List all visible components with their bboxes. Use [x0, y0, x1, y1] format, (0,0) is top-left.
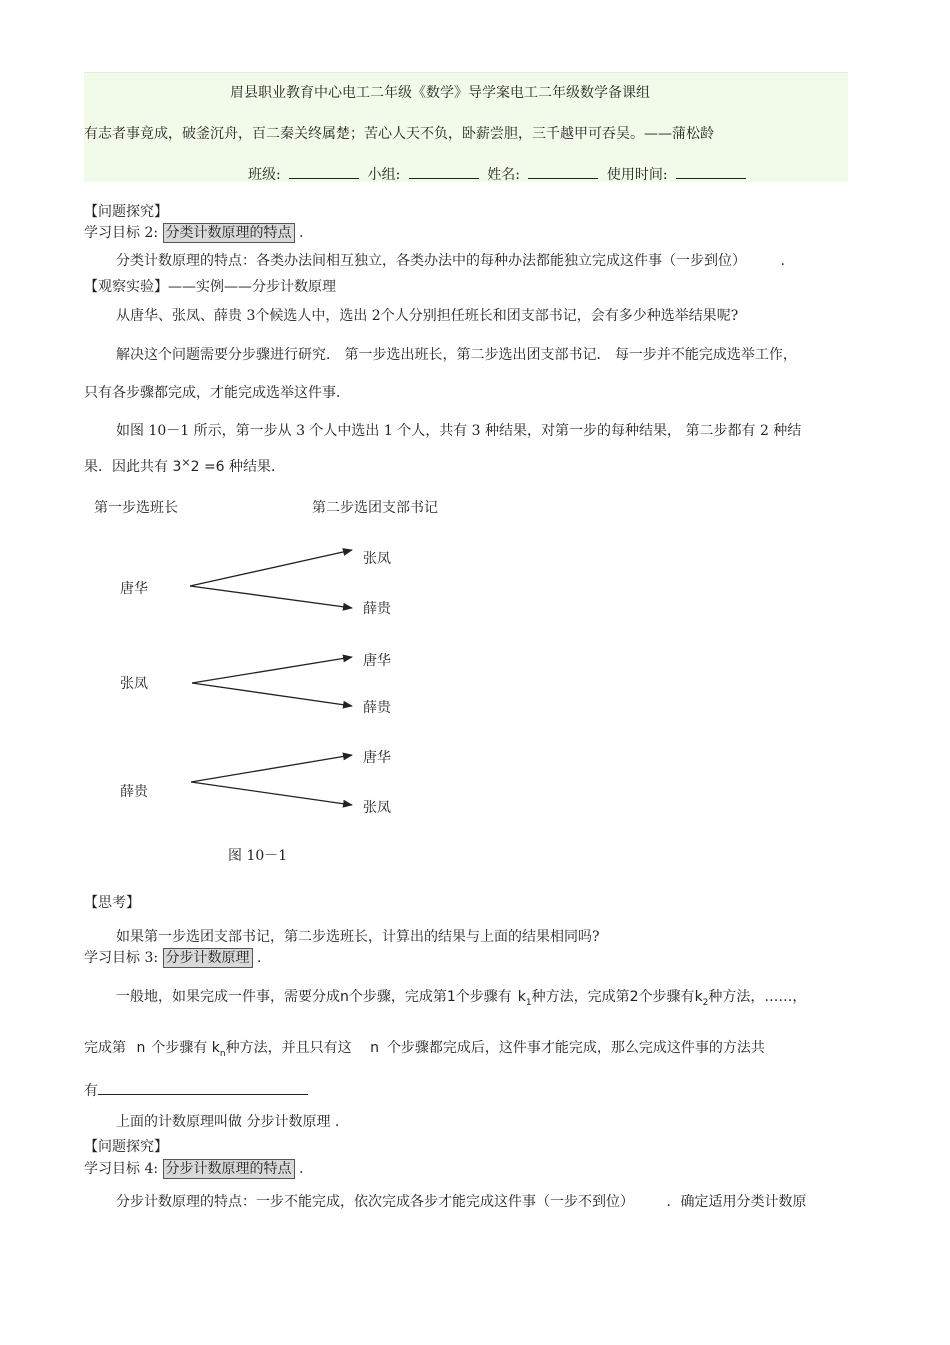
section-heading-think: 【思考】	[84, 895, 140, 911]
goal-2-box: 分类计数原理的特点	[163, 223, 295, 243]
tree-diagram	[0, 490, 520, 870]
tree-branch-1a	[190, 550, 352, 586]
group-field[interactable]	[409, 166, 479, 179]
tree-branch-3a	[191, 755, 352, 782]
goal-3-box: 分步计数原理	[163, 948, 253, 968]
solution-line-2: 只有各步骤都完成，才能完成选举这件事．	[84, 385, 350, 401]
var-k2: k	[694, 989, 703, 1005]
tree-col2-label: 第二步选团支部书记	[312, 500, 438, 516]
tree-branch-1b	[190, 586, 352, 608]
principle-name-text: 上面的计数原理叫做 分步计数原理	[116, 1114, 331, 1130]
figure-caption: 图 10－1	[228, 848, 288, 864]
tree-leaf-3b: 张凤	[363, 800, 391, 816]
total-prefix: 果．因此共有	[84, 459, 168, 475]
goal-4-box: 分步计数原理的特点	[163, 1159, 295, 1179]
tree-branch-2b	[192, 683, 352, 706]
think-question: 如果第一步选团支部书记，第二步选班长，计算出的结果与上面的结果相同吗?	[116, 929, 600, 945]
goal-2-period: .	[298, 225, 304, 241]
principle-line-1	[116, 986, 806, 1008]
goal-4-label: 学习目标 4:	[84, 1161, 159, 1177]
num-1: 1	[446, 989, 456, 1005]
principle-text-h: 个步骤有	[151, 1040, 208, 1056]
principle-name-period: .	[334, 1114, 340, 1130]
answer-blank[interactable]	[98, 1082, 308, 1095]
goal-3-period: .	[256, 950, 262, 966]
classified-feature	[116, 250, 785, 270]
doc-title: 眉县职业教育中心电工二年级《数学》导学案电工二年级数学备课组	[230, 85, 650, 101]
tree-root-3: 薛贵	[120, 784, 148, 800]
stepwise-feature	[116, 1191, 806, 1211]
principle-text-i: 种方法，并且只有这	[225, 1040, 352, 1056]
time-label: 使用时间:	[606, 167, 668, 183]
tree-leaf-1a: 张凤	[363, 551, 391, 567]
class-label: 班级:	[248, 167, 281, 183]
tree-root-2: 张凤	[120, 676, 148, 692]
answer-line	[84, 1080, 308, 1100]
tree-branch-3b	[191, 782, 352, 805]
section-heading-observe: 【观察实验】——实例——分步计数原理	[84, 279, 336, 295]
goal-4-line	[84, 1158, 303, 1179]
goal-3-label: 学习目标 3:	[84, 950, 159, 966]
tree-leaf-2b: 薛贵	[363, 700, 391, 716]
tree-leaf-2a: 唐华	[363, 653, 391, 669]
time-field[interactable]	[676, 166, 746, 179]
group-label: 小组:	[367, 167, 401, 183]
tree-leaf-1b: 薛贵	[363, 601, 391, 617]
principle-text-f: 种方法，……，	[708, 989, 807, 1005]
class-field[interactable]	[289, 166, 359, 179]
principle-text-a: 一般地，如果完成一件事，需要分成	[116, 989, 340, 1005]
classified-feature-period: .	[780, 253, 785, 269]
figure-explain-line-2	[84, 456, 285, 476]
tree-root-1: 唐华	[120, 581, 148, 597]
goal-2-label: 学习目标 2:	[84, 225, 159, 241]
tree-branch-2a	[192, 657, 352, 683]
sub-1: 1	[525, 997, 532, 1008]
goal-2-line	[84, 222, 303, 243]
var-n-3: n	[370, 1040, 379, 1056]
example-paragraph: 从唐华、张凤、薛贵 3个候选人中，选出 2个人分别担任班长和团支部书记，会有多少种选举结果呢?	[116, 308, 739, 324]
num-2: 2	[629, 989, 639, 1005]
info-row	[248, 164, 750, 184]
principle-text-j: 个步骤都完成后，这件事才能完成，那么完成这件事的方法共	[386, 1040, 765, 1056]
tree-leaf-3a: 唐华	[363, 750, 391, 766]
principle-text-d: 种方法，完成第	[531, 989, 630, 1005]
figure-explain-line-1: 如图 10－1 所示，第一步从 3 个人中选出 1 个人，共有 3 种结果，对第一步的每种结果， 第二步都有 2 种结	[116, 423, 802, 439]
var-k1: k	[517, 989, 526, 1005]
section-heading-explore-2: 【问题探究】	[84, 1139, 168, 1155]
sub-2: 2	[702, 997, 709, 1008]
var-kn: k	[211, 1040, 220, 1056]
times-sign: ×	[181, 456, 191, 469]
tree-col1-label: 第一步选班长	[94, 500, 178, 516]
stepwise-feature-text: 分步计数原理的特点：一步不能完成，依次完成各步才能完成这件事（一步不到位）	[116, 1194, 634, 1210]
goal-4-period: .	[298, 1161, 304, 1177]
var-n-2: n	[136, 1040, 146, 1056]
principle-text-g: 完成第	[84, 1040, 126, 1056]
total-suffix: 种结果．	[229, 459, 286, 475]
section-heading-explore-1: 【问题探究】	[84, 204, 168, 220]
solution-line-1: 解决这个问题需要分步骤进行研究． 第一步选出班长，第二步选出团支部书记． 每一步并不能完成选举工作，	[116, 347, 797, 363]
sub-n: n	[219, 1048, 226, 1059]
stepwise-feature-tail: ．确定适用分类计数原	[666, 1194, 807, 1210]
principle-name-line	[116, 1111, 339, 1131]
principle-text-c: 个步骤有	[455, 989, 512, 1005]
classified-feature-text: 分类计数原理的特点：各类办法间相互独立，各类办法中的每种办法都能独立完成这件事（一步到位）	[116, 253, 746, 269]
name-label: 姓名:	[487, 167, 520, 183]
goal-3-line	[84, 947, 261, 968]
principle-text-e: 个步骤有	[638, 989, 695, 1005]
motto: 有志者事竟成，破釜沉舟，百二秦关终属楚；苦心人天不负，卧薪尝胆，三千越甲可吞吴。——蒲松龄	[84, 126, 714, 142]
name-field[interactable]	[528, 166, 598, 179]
var-n: n	[340, 989, 349, 1005]
factor-3: 3	[172, 459, 182, 475]
product-result: 2 =6	[190, 459, 225, 475]
principle-line-2	[84, 1037, 765, 1059]
principle-text-b: 个步骤，完成第	[348, 989, 447, 1005]
answer-prefix: 有	[84, 1083, 98, 1099]
